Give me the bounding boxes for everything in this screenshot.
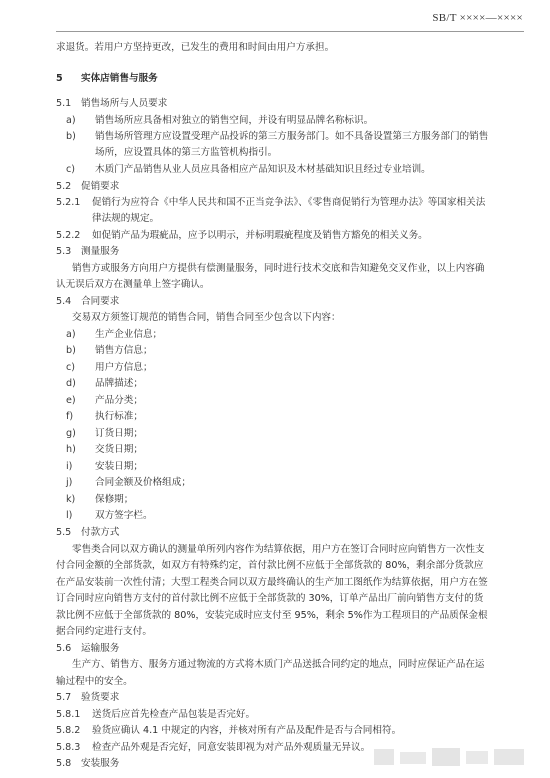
list-marker: c) bbox=[66, 362, 76, 373]
paragraph-line: 生产方、销售方、服务方通过物流的方式将木质门产品送抵合同约定的地点，同时应保证产品在运 bbox=[72, 659, 485, 670]
list-item: 双方签字栏。 bbox=[95, 510, 153, 521]
clause-number: 5.5 bbox=[56, 527, 72, 538]
paragraph-line: 据合同约定进行支付。 bbox=[56, 626, 152, 637]
clause-title: 运输服务 bbox=[81, 643, 120, 654]
list-marker: h) bbox=[66, 444, 76, 455]
paragraph-line: 认无误后双方在测量单上签字确认。 bbox=[56, 279, 210, 290]
text-line: 求退货。若用户方坚持更改，已发生的费用和时间由用户方承担。 bbox=[56, 42, 335, 53]
list-marker: e) bbox=[66, 395, 76, 406]
clause-number: 5.4 bbox=[56, 296, 72, 307]
paragraph-line: 送货后应首先检查产品包装是否完好。 bbox=[92, 709, 256, 720]
paragraph-line: 订合同时应向销售方支付的首付款比例不应低于全部货款的 30%，订单产品出厂前向销售方支付的货 bbox=[56, 593, 484, 604]
list-item: 销售场所应具备相对独立的销售空间，并设有明显品牌名称标识。 bbox=[95, 115, 374, 126]
paragraph-line: 在产品安装前一次性付清；大型工程类合同以双方最终确认的生产加工图纸作为结算依据，用户方在签 bbox=[56, 577, 488, 588]
paragraph-line: 输过程中的安全。 bbox=[56, 676, 133, 687]
list-marker: a) bbox=[66, 115, 76, 126]
clause-title: 销售场所与人员要求 bbox=[81, 98, 168, 109]
clause-number: 5.7 bbox=[56, 692, 72, 703]
subclause-number: 5.8.1 bbox=[56, 709, 81, 720]
clause-title: 合同要求 bbox=[81, 296, 120, 307]
header-rule bbox=[56, 31, 524, 32]
clause-title: 验货要求 bbox=[81, 692, 120, 703]
paragraph-line: 零售类合同以双方确认的测量单所列内容作为结算依据，用户方在签订合同时应向销售方一次性支 bbox=[72, 544, 485, 555]
list-item: 合同金额及价格组成； bbox=[95, 477, 191, 488]
list-item: 木质门产品销售从业人员应具备相应产品知识及木材基础知识且经过专业培训。 bbox=[95, 164, 431, 175]
clause-title: 付款方式 bbox=[81, 527, 120, 538]
clause-number: 5.8 bbox=[56, 758, 72, 769]
list-item: 生产企业信息； bbox=[95, 329, 163, 340]
clause-number: 5.6 bbox=[56, 643, 72, 654]
clause-number: 5.2 bbox=[56, 181, 72, 192]
section-title: 实体店销售与服务 bbox=[81, 73, 158, 84]
section-number: 5 bbox=[56, 73, 63, 84]
list-item: 交货日期； bbox=[95, 444, 143, 455]
paragraph-line: 款比例不应低于全部货款的 80%，安装完成时应支付至 95%，剩余 5%作为工程项目的产品质保金根 bbox=[56, 610, 488, 621]
clause-title: 测量服务 bbox=[81, 246, 120, 257]
list-marker: a) bbox=[66, 329, 76, 340]
list-item: 销售场所管理方应设置受理产品投诉的第三方服务部门。如不具备设置第三方服务部门的销售 bbox=[95, 131, 489, 142]
list-marker: f) bbox=[66, 411, 74, 422]
paragraph-line: 如促销产品为瑕疵品，应予以明示，并标明瑕疵程度及销售方豁免的相关义务。 bbox=[92, 230, 428, 241]
clause-title: 安装服务 bbox=[81, 758, 120, 769]
list-marker: d) bbox=[66, 378, 76, 389]
paragraph-line: 交易双方须签订规范的销售合同，销售合同至少包含以下内容： bbox=[72, 312, 341, 323]
list-item: 订货日期； bbox=[95, 428, 143, 439]
list-item: 用户方信息； bbox=[95, 362, 153, 373]
list-item: 安装日期； bbox=[95, 461, 143, 472]
clause-number: 5.3 bbox=[56, 246, 72, 257]
list-marker: c) bbox=[66, 164, 76, 175]
list-marker: i) bbox=[66, 461, 73, 472]
list-marker: l) bbox=[66, 510, 73, 521]
paragraph-line: 付合同金额的全部货款，如双方有特殊约定，首付款比例不应低于全部货款的 80%，剩余部分货款应 bbox=[56, 560, 484, 571]
paragraph-line: 律法规的规定。 bbox=[92, 213, 160, 224]
subclause-number: 5.2.1 bbox=[56, 197, 81, 208]
list-item: 产品分类； bbox=[95, 395, 143, 406]
list-item: 执行标准； bbox=[95, 411, 143, 422]
clause-number: 5.1 bbox=[56, 98, 72, 109]
list-item-continued: 场所，应设置具体的第三方监管机构指引。 bbox=[95, 147, 278, 158]
paragraph-line: 销售方或服务方向用户方提供有偿测量服务，同时进行技术交底和告知避免交叉作业，以上内容确 bbox=[72, 263, 485, 274]
list-marker: b) bbox=[66, 131, 76, 142]
paragraph-line: 验货应确认 4.1 中规定的内容，并核对所有产品及配件是否与合同相符。 bbox=[92, 725, 402, 736]
list-item: 品牌描述； bbox=[95, 378, 143, 389]
watermark-logo bbox=[370, 744, 530, 770]
subclause-number: 5.2.2 bbox=[56, 230, 81, 241]
list-marker: b) bbox=[66, 345, 76, 356]
list-marker: g) bbox=[66, 428, 76, 439]
list-item: 保修期； bbox=[95, 494, 134, 505]
clause-title: 促销要求 bbox=[81, 181, 120, 192]
subclause-number: 5.8.2 bbox=[56, 725, 81, 736]
paragraph-line: 促销行为应符合《中华人民共和国不正当竞争法》、《零售商促销行为管理办法》等国家相关法 bbox=[92, 197, 486, 208]
list-marker: j) bbox=[66, 477, 73, 488]
paragraph-line: 检查产品外观是否完好，同意安装即视为对产品外观质量无异议。 bbox=[92, 742, 371, 753]
standard-code: SB/T ××××—×××× bbox=[432, 12, 523, 24]
list-marker: k) bbox=[66, 494, 76, 505]
subclause-number: 5.8.3 bbox=[56, 742, 81, 753]
list-item: 销售方信息； bbox=[95, 345, 153, 356]
